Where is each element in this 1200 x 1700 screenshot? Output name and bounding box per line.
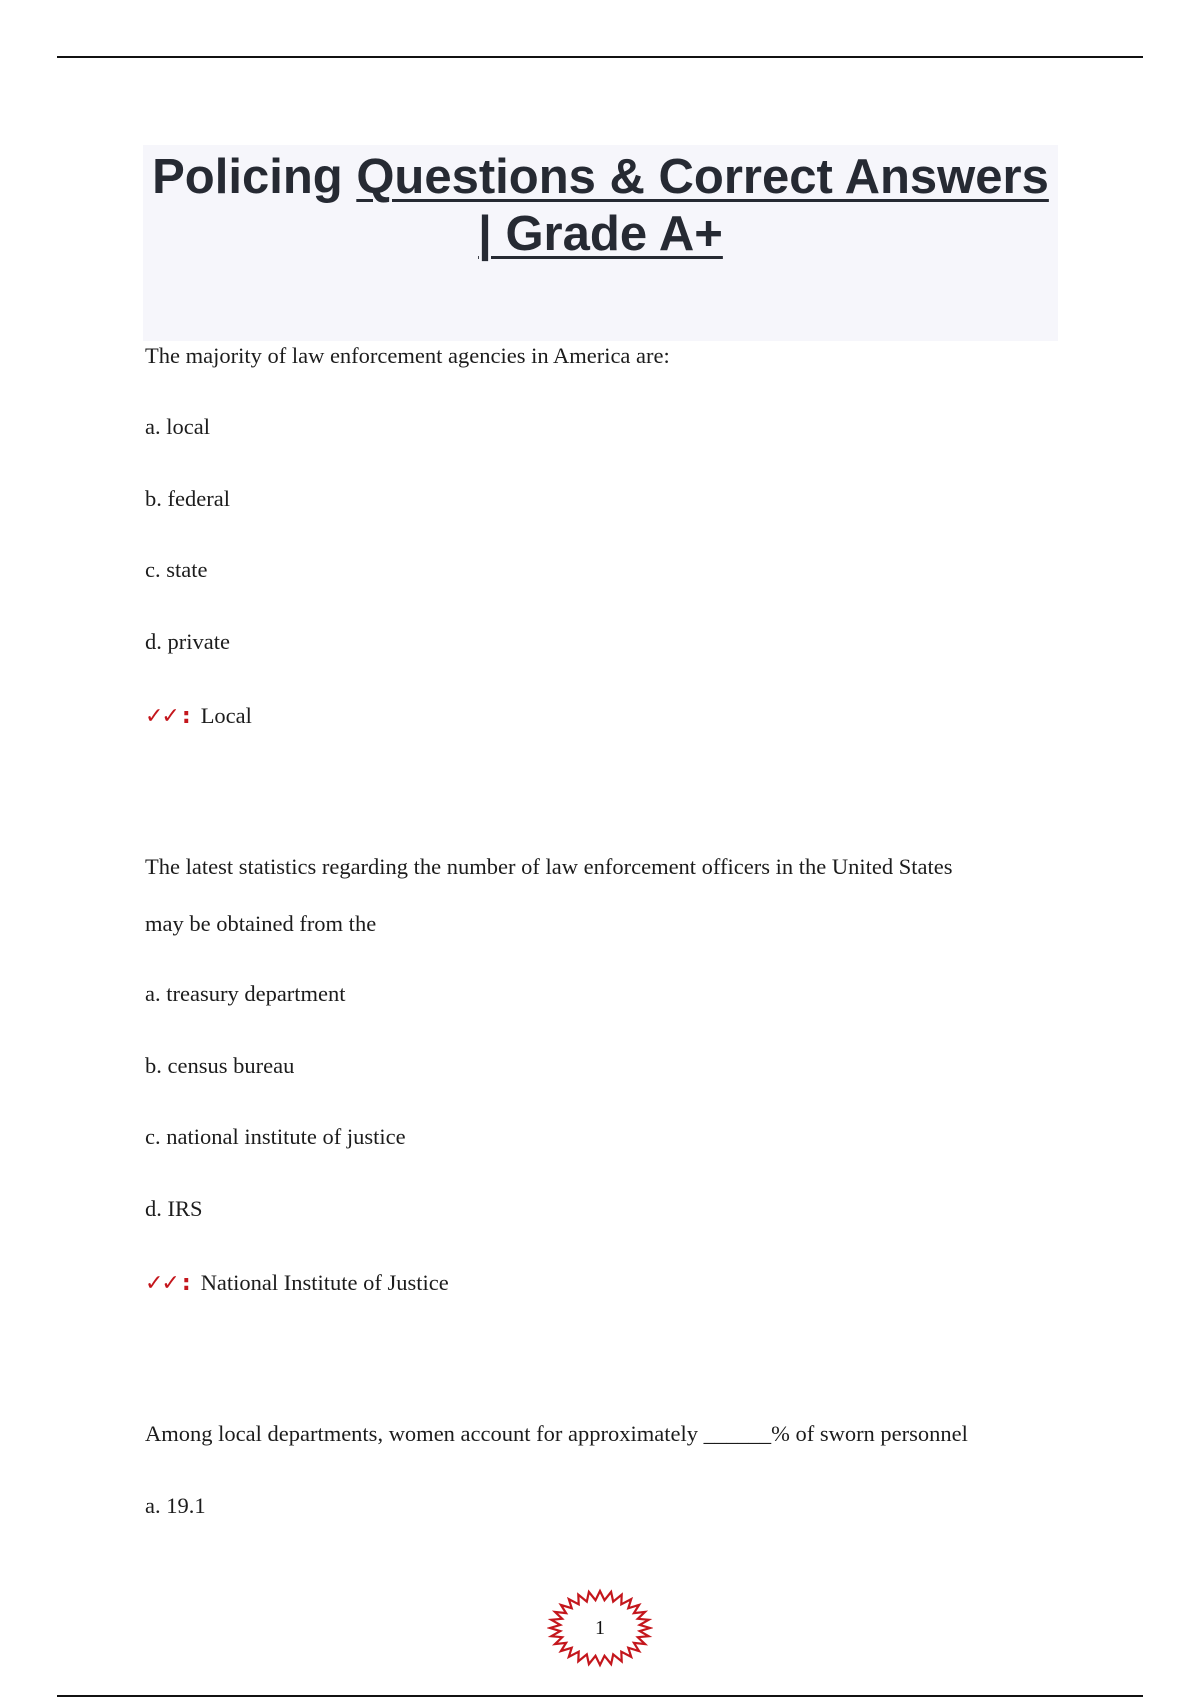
question-2-text-line-1: The latest statistics regarding the number of law enforcement officers in the United States bbox=[145, 854, 953, 879]
question-2-option-c: c. national institute of justice bbox=[145, 1124, 406, 1149]
checkmark-icon: ✓✓ bbox=[145, 1271, 178, 1296]
answer-colon: : bbox=[181, 1271, 191, 1296]
question-1-option-b: b. federal bbox=[145, 486, 230, 511]
question-1-option-c: c. state bbox=[145, 557, 208, 582]
question-3-text: Among local departments, women account for approximately ______% of sworn personnel bbox=[145, 1421, 968, 1446]
title-banner bbox=[143, 145, 1058, 341]
title-underlined-2: | Grade A+ bbox=[478, 207, 723, 261]
answer-text: Local bbox=[200, 703, 252, 728]
question-2-option-b: b. census bureau bbox=[145, 1053, 295, 1078]
question-1-option-d: d. private bbox=[145, 629, 230, 654]
question-2-answer bbox=[145, 1269, 449, 1298]
answer-colon: : bbox=[181, 704, 191, 729]
question-2-option-d: d. IRS bbox=[145, 1196, 203, 1221]
header-rule bbox=[57, 56, 1143, 58]
question-1-answer bbox=[145, 702, 252, 731]
question-2-option-a: a. treasury department bbox=[145, 981, 346, 1006]
page-number: 1 bbox=[595, 1617, 605, 1639]
checkmark-icon: ✓✓ bbox=[145, 704, 178, 729]
question-3-option-a: a. 19.1 bbox=[145, 1493, 206, 1518]
footer-rule bbox=[57, 1695, 1143, 1697]
title-underlined-1: Questions & Correct Answers bbox=[356, 150, 1049, 204]
question-1-option-a: a. local bbox=[145, 414, 210, 439]
question-2-text-line-2: may be obtained from the bbox=[145, 911, 377, 936]
page-number-badge bbox=[547, 1588, 653, 1668]
document-title bbox=[143, 145, 1058, 263]
question-1-text: The majority of law enforcement agencies in America are: bbox=[145, 343, 670, 368]
title-plain: Policing bbox=[152, 150, 357, 204]
answer-text: National Institute of Justice bbox=[200, 1270, 449, 1295]
